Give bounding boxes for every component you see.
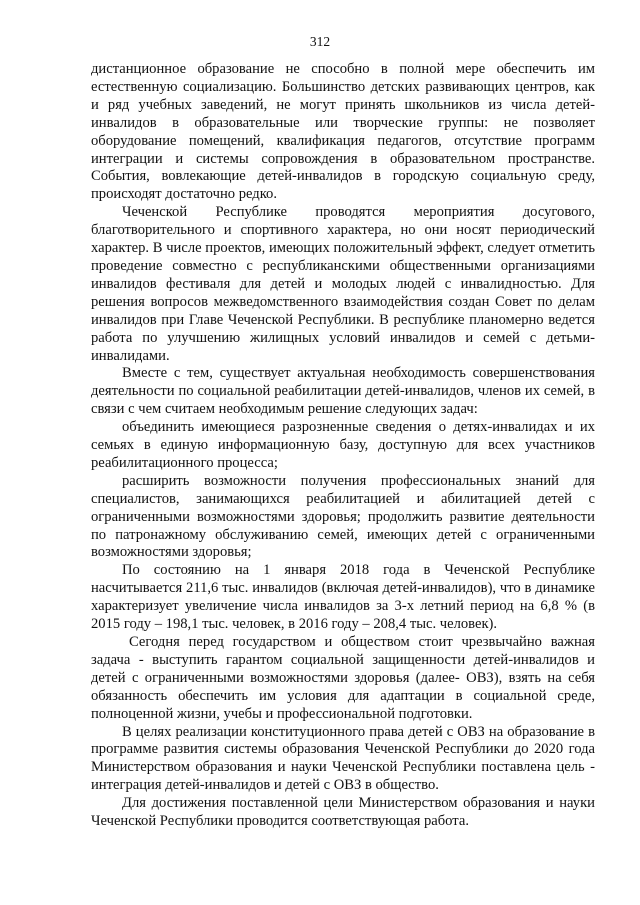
paragraph-constitutional-right: В целях реализации конституционного права детей с ОВЗ на образование в программе развития системы образования Чеченской Республики до 2020 года Министерством образования и науки Чеченской Республики поставлена цель - интеграция детей-инвалидов и детей с ОВЗ в общество.: [91, 723, 595, 794]
paragraph-task-database: объединить имеющиеся разрозненные сведения о детях-инвалидах и их семьях в единую информационную базу, доступную для всех участников реабилитационного процесса;: [91, 419, 595, 471]
paragraph-republic-events: Чеченской Республике проводятся мероприятия досугового, благотворительного и спортивного характера, но они носят периодический характер. В числе проектов, имеющих положительный эффект, следует отметить проведение совместно с республиканскими общественными организациями инвалидов фестиваля для детей и молодых людей с инвалидностью. Для решения вопросов межведомственного взаимодействия создан Совет по делам инвалидов при Главе Чеченской Республики. В республике планомерно ведется работа по улучшению жилищных условий инвалидов и семей с детьми-инвалидами.: [91, 204, 595, 364]
body-text: [91, 61, 595, 831]
paragraph-distance-education: дистанционное образование не способно в полной мере обеспечить им естественную социализацию. Большинство детских развивающих центров, как и ряд учебных заведений, не могут принять школьников из числа детей-инвалидов в образовательные или творческие группы: не позволяет оборудование помещений, квалификация педагогов, отсутствие программ интеграции и системы сопровождения в образовательном пространстве. События, вовлекающие детей-инвалидов в городскую социальную среду, происходят достаточно редко.: [91, 61, 595, 203]
paragraph-ministry-work: Для достижения поставленной цели Министерством образования и науки Чеченской Республики проводится соответствующая работа.: [91, 795, 595, 830]
page-number: 312: [309, 34, 331, 49]
paragraph-task-training: расширить возможности получения профессиональных знаний для специалистов, занимающихся реабилитацией и абилитацией детей с ограниченными возможностями здоровья; продолжить развитие деятельности по патронажному обслуживанию семей, имеющих детей с ограниченными возможностями здоровья;: [91, 472, 595, 561]
paragraph-statistics: По состоянию на 1 января 2018 года в Чеченской Республике насчитывается 211,6 тыс. инвалидов (включая детей-инвалидов), что в динамике характеризует увеличение числа инвалидов за 3-х летний период на 6,8 % (в 2015 году – 198,1 тыс. человек, в 2016 году – 208,4 тыс. человек).: [91, 562, 595, 633]
paragraph-state-task: Сегодня перед государством и обществом стоит чрезвычайно важная задача - выступить гарантом социальной защищенности детей-инвалидов и детей с ограниченными возможностями здоровья (далее- ОВЗ), взять на себя обязанность обеспечить им условия для адаптации в социальной среде, полноценной жизни, учебы и профессиональной подготовки.: [91, 634, 595, 722]
paragraph-tasks-intro: Вместе с тем, существует актуальная необходимость совершенствования деятельности по социальной реабилитации детей-инвалидов, членов их семей, в связи с чем считаем необходимым решение следующих задач:: [91, 365, 595, 418]
